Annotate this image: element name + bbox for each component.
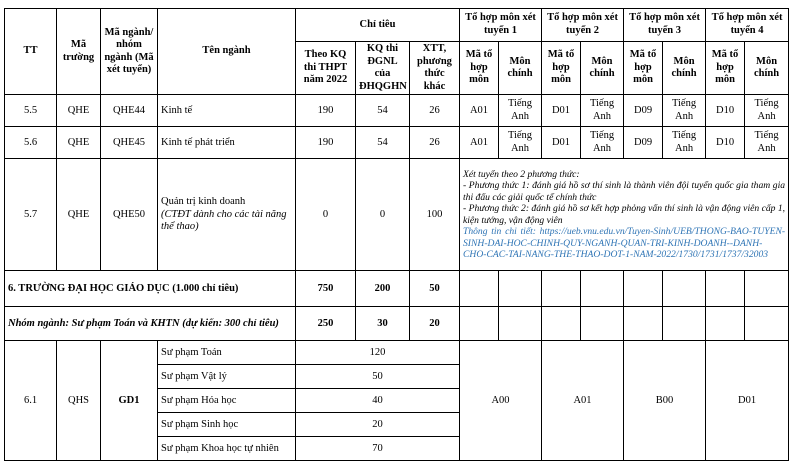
header-ma-to-hop-1: Mã tổ hợp môn xyxy=(460,42,499,95)
section-row xyxy=(5,271,789,307)
cell-combo-2: A01 xyxy=(542,341,624,461)
cell-major-name: Sư phạm Hóa học xyxy=(158,389,296,413)
cell-combo-2: D01 xyxy=(542,127,581,159)
cell-quota: 120 xyxy=(296,341,460,365)
note-line: - Phương thức 2: đánh giá hồ sơ kết hợp phỏng vấn thí sinh là vận động viên cấp 1, kiện tướng, vận động viên xyxy=(463,203,786,226)
note-line: Xét tuyển theo 2 phương thức: xyxy=(463,168,580,180)
cell-subject-3: Tiếng Anh xyxy=(663,95,706,127)
cell-major-name: Sư phạm Sinh học xyxy=(158,413,296,437)
header-ma-to-hop-2: Mã tổ hợp môn xyxy=(542,42,581,95)
cell-major-name: Sư phạm Toán xyxy=(158,341,296,365)
note-line: - Phương thức 1: đánh giá hồ sơ thí sinh là thành viên đội tuyển quốc gia tham gia thi đấu các giải quốc tế chính thức xyxy=(463,180,786,203)
section-title: 6. TRƯỜNG ĐẠI HỌC GIÁO DỤC (1.000 chỉ tiêu) xyxy=(5,271,296,307)
cell-major-name: Sư phạm Vật lý xyxy=(158,365,296,389)
cell-school: QHS xyxy=(57,341,101,461)
group-xtt: 20 xyxy=(410,307,460,341)
header-xtt: XTT, phương thức khác xyxy=(410,42,460,95)
cell-school: QHE xyxy=(57,95,101,127)
group-title: Nhóm ngành: Sư phạm Toán và KHTN (dự kiến: 300 chỉ tiêu) xyxy=(5,307,296,341)
cell-code: GD1 xyxy=(101,341,158,461)
admission-method-note xyxy=(460,159,789,271)
cell-tt: 5.7 xyxy=(5,159,57,271)
section-dgnl: 200 xyxy=(356,271,410,307)
section-thpt: 750 xyxy=(296,271,356,307)
cell-code: QHE45 xyxy=(101,127,158,159)
header-ma-truong: Mã trường xyxy=(57,9,101,95)
cell-combo-4: D10 xyxy=(706,95,745,127)
header-tt: TT xyxy=(5,9,57,95)
cell-subject-2: Tiếng Anh xyxy=(581,127,624,159)
cell-thpt: 0 xyxy=(296,159,356,271)
admission-quota-table xyxy=(4,8,789,461)
cell-subject-4: Tiếng Anh xyxy=(745,95,789,127)
header-kq-dgnl: KQ thi ĐGNL của ĐHQGHN xyxy=(356,42,410,95)
group-thpt: 250 xyxy=(296,307,356,341)
cell-quota: 40 xyxy=(296,389,460,413)
cell-combo-4: D01 xyxy=(706,341,789,461)
group-row xyxy=(5,307,789,341)
cell-tt: 5.5 xyxy=(5,95,57,127)
detail-link[interactable]: Thông tin chi tiết: https://ueb.vnu.edu.vn/Tuyen-Sinh/UEB/THONG-BAO-TUYEN-SINH-DAI-HOC-CHINH-QUY-NGANH-QUAN-TRI-KINH-DOANH--DANH-CHO-CAC-TAI-NANG-THE-THAO-DOT-1-NAM-2022/1730/1731/1737/32003 xyxy=(463,226,786,261)
cell-tt: 6.1 xyxy=(5,341,57,461)
cell-dgnl: 54 xyxy=(356,127,410,159)
cell-school: QHE xyxy=(57,159,101,271)
header-theo-kq: Theo KQ thi THPT năm 2022 xyxy=(296,42,356,95)
cell-school: QHE xyxy=(57,127,101,159)
cell-quota: 50 xyxy=(296,365,460,389)
header-row-1 xyxy=(5,9,789,42)
cell-xtt: 100 xyxy=(410,159,460,271)
cell-combo-4: D10 xyxy=(706,127,745,159)
table-row xyxy=(5,159,789,271)
header-mon-chinh-3: Môn chính xyxy=(663,42,706,95)
cell-thpt: 190 xyxy=(296,127,356,159)
cell-subject-3: Tiếng Anh xyxy=(663,127,706,159)
table-row xyxy=(5,341,789,365)
header-to-hop-4: Tổ hợp môn xét tuyển 4 xyxy=(706,9,789,42)
cell-quota: 20 xyxy=(296,413,460,437)
group-dgnl: 30 xyxy=(356,307,410,341)
cell-major-name: Kinh tế xyxy=(158,95,296,127)
cell-dgnl: 54 xyxy=(356,95,410,127)
header-to-hop-2: Tổ hợp môn xét tuyển 2 xyxy=(542,9,624,42)
major-name-note: (CTĐT dành cho các tài năng thể thao) xyxy=(161,208,287,233)
cell-combo-1: A01 xyxy=(460,127,499,159)
cell-combo-2: D01 xyxy=(542,95,581,127)
table-row xyxy=(5,95,789,127)
header-to-hop-1: Tổ hợp môn xét tuyển 1 xyxy=(460,9,542,42)
cell-code: QHE50 xyxy=(101,159,158,271)
header-ma-to-hop-3: Mã tổ hợp môn xyxy=(624,42,663,95)
header-ten-nganh: Tên ngành xyxy=(158,9,296,95)
table-row xyxy=(5,127,789,159)
cell-subject-1: Tiếng Anh xyxy=(499,95,542,127)
cell-dgnl: 0 xyxy=(356,159,410,271)
cell-combo-1: A00 xyxy=(460,341,542,461)
header-mon-chinh-4: Môn chính xyxy=(745,42,789,95)
cell-subject-2: Tiếng Anh xyxy=(581,95,624,127)
cell-major-name: Sư phạm Khoa học tự nhiên xyxy=(158,437,296,461)
cell-major-name: Kinh tế phát triển xyxy=(158,127,296,159)
header-mon-chinh-2: Môn chính xyxy=(581,42,624,95)
cell-combo-3: D09 xyxy=(624,127,663,159)
cell-quota: 70 xyxy=(296,437,460,461)
cell-xtt: 26 xyxy=(410,95,460,127)
cell-combo-3: B00 xyxy=(624,341,706,461)
header-ma-nganh: Mã ngành/ nhóm ngành (Mã xét tuyển) xyxy=(101,9,158,95)
header-chi-tieu: Chỉ tiêu xyxy=(296,9,460,42)
header-to-hop-3: Tổ hợp môn xét tuyển 3 xyxy=(624,9,706,42)
header-ma-to-hop-4: Mã tổ hợp môn xyxy=(706,42,745,95)
cell-thpt: 190 xyxy=(296,95,356,127)
cell-major-name xyxy=(158,159,296,271)
cell-combo-1: A01 xyxy=(460,95,499,127)
cell-subject-1: Tiếng Anh xyxy=(499,127,542,159)
cell-combo-3: D09 xyxy=(624,95,663,127)
section-xtt: 50 xyxy=(410,271,460,307)
cell-code: QHE44 xyxy=(101,95,158,127)
header-mon-chinh-1: Môn chính xyxy=(499,42,542,95)
cell-xtt: 26 xyxy=(410,127,460,159)
cell-subject-4: Tiếng Anh xyxy=(745,127,789,159)
cell-tt: 5.6 xyxy=(5,127,57,159)
major-name: Quản trị kinh doanh xyxy=(161,195,246,207)
